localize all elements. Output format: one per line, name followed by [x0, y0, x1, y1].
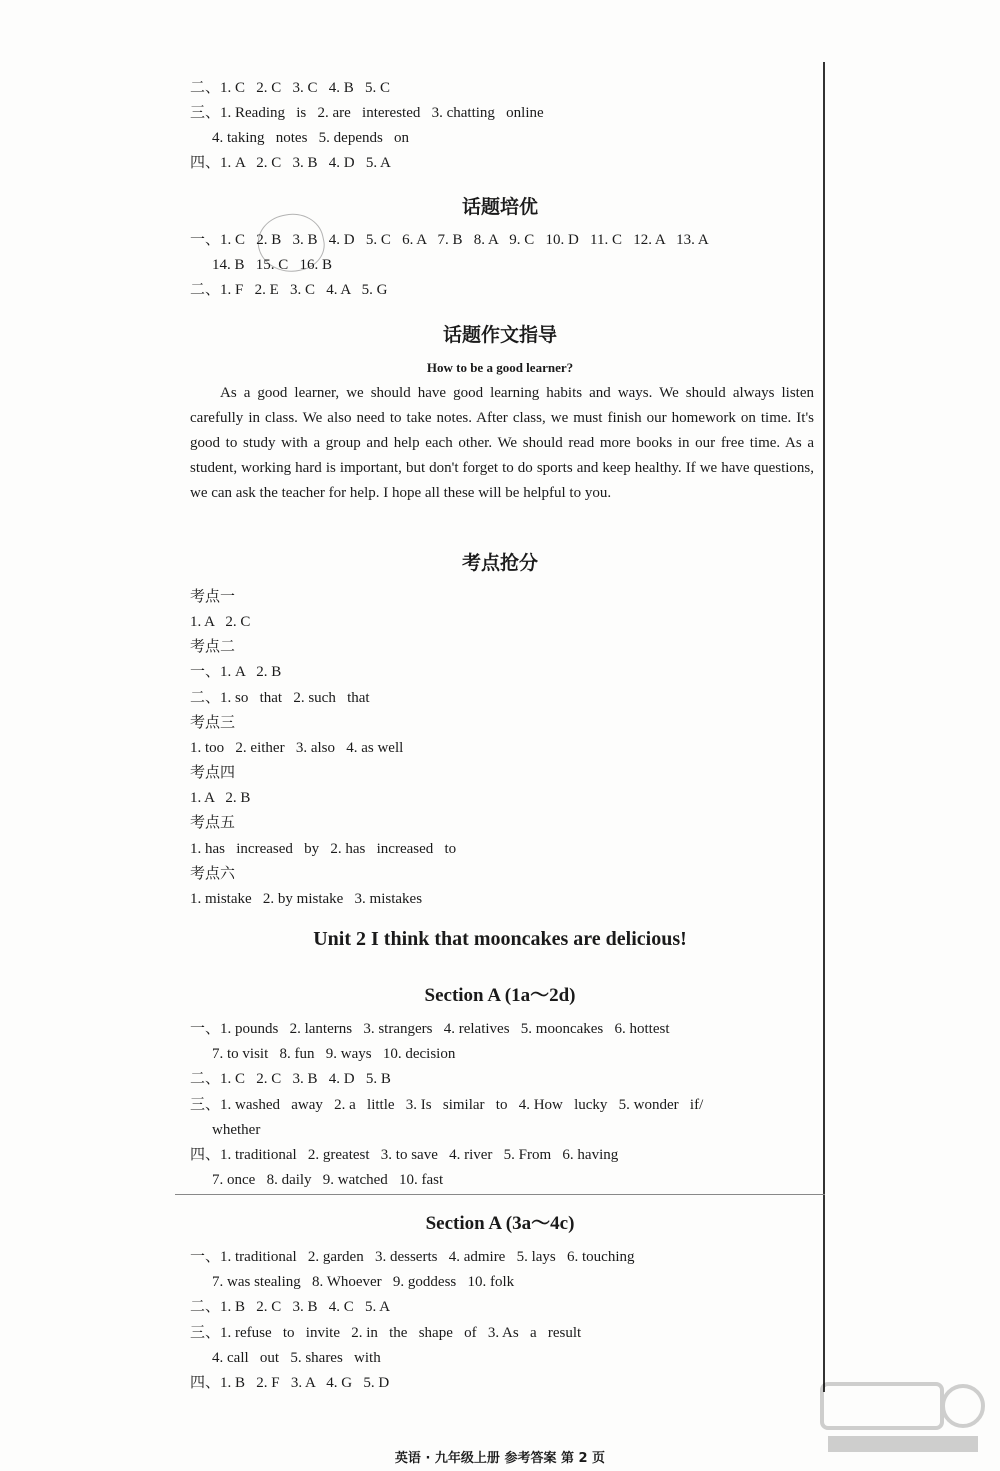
answer-line: 7. once 8. daily 9. watched 10. fast: [212, 1172, 444, 1188]
right-margin-rule: [823, 62, 825, 1392]
page-footer: 英语 · 九年级上册 参考答案 第 2 页: [394, 1451, 606, 1466]
answer-line: whether: [212, 1122, 261, 1138]
section-title-3a-4c: Section A (3a～4c): [425, 1213, 575, 1234]
answer-line: 14. B 15. C 16. B: [212, 257, 333, 273]
section-title-1a-2d: Section A (1a～2d): [424, 985, 576, 1006]
answer-line: 1. has increased by 2. has increased to: [190, 841, 457, 857]
answer-line: 1. A 2. B: [190, 790, 251, 806]
section-heading-zuowen: 话题作文指导: [442, 324, 557, 346]
section-heading-huati-peiyou: 话题培优: [461, 196, 538, 218]
answer-line: 四、1. traditional 2. greatest 3. to save 4. river 5. From 6. having: [190, 1147, 619, 1163]
answer-line: 二、1. F 2. E 3. C 4. A 5. G: [190, 282, 388, 298]
answer-line: 1. A 2. C: [190, 614, 251, 630]
answer-line: 一、1. traditional 2. garden 3. desserts 4. admire 5. lays 6. touching: [190, 1249, 635, 1265]
answer-line: 4. taking notes 5. depends on: [212, 130, 410, 146]
answer-line: 1. too 2. either 3. also 4. as well: [190, 740, 404, 756]
kaodian-label: 考点三: [190, 715, 236, 731]
answer-line: 三、1. washed away 2. a little 3. Is similar to 4. How lucky 5. wonder if/: [190, 1097, 704, 1113]
answer-line: 四、1. A 2. C 3. B 4. D 5. A: [190, 155, 391, 171]
unit-title: Unit 2 I think that mooncakes are delicious!: [313, 928, 687, 950]
answer-line: 一、1. pounds 2. lanterns 3. strangers 4. relatives 5. mooncakes 6. hottest: [190, 1021, 670, 1037]
kaodian-label: 考点二: [190, 639, 236, 655]
answer-line: 二、1. C 2. C 3. C 4. B 5. C: [190, 80, 391, 96]
essay-title: How to be a good learner?: [426, 360, 574, 375]
divider: [175, 1194, 825, 1195]
essay-body: As a good learner, we should have good learning habits and ways. We should always listen carefully in class. We also need to take notes. After class, we must finish our homework on time. It's good to study with a group and help each other. We should read more books in our free time. As a student, working hard is important, but don't forget to do sports and keep healthy. If we have questions, we can ask the teacher for help. I hope all these will be helpful to you.: [190, 385, 814, 501]
section-heading-kaodian: 考点抢分: [461, 552, 538, 574]
answer-line: 7. to visit 8. fun 9. ways 10. decision: [212, 1046, 456, 1062]
answer-line: 一、1. C 2. B 3. B 4. D 5. C 6. A 7. B 8. A 9. C 10. D 11. C 12. A 13. A: [190, 232, 709, 248]
kaodian-label: 考点四: [190, 765, 236, 781]
answer-line: 三、1. Reading is 2. are interested 3. chatting online: [190, 105, 544, 121]
kaodian-label: 考点一: [190, 589, 236, 605]
answer-line: 四、1. B 2. F 3. A 4. G 5. D: [190, 1375, 390, 1391]
answer-line: 1. mistake 2. by mistake 3. mistakes: [190, 891, 423, 907]
answer-line: 二、1. B 2. C 3. B 4. C 5. A: [190, 1299, 391, 1315]
kaodian-label: 考点六: [190, 866, 236, 882]
answer-line: 一、1. A 2. B: [190, 664, 282, 680]
answer-line: 7. was stealing 8. Whoever 9. goddess 10. folk: [212, 1274, 515, 1290]
answer-line: 4. call out 5. shares with: [212, 1350, 381, 1366]
answer-line: 三、1. refuse to invite 2. in the shape of 3. As a result: [190, 1325, 582, 1341]
kaodian-label: 考点五: [190, 815, 236, 831]
answer-line: 二、1. so that 2. such that: [190, 690, 370, 706]
watermark-logo: [818, 1378, 988, 1458]
answer-line: 二、1. C 2. C 3. B 4. D 5. B: [190, 1071, 391, 1087]
